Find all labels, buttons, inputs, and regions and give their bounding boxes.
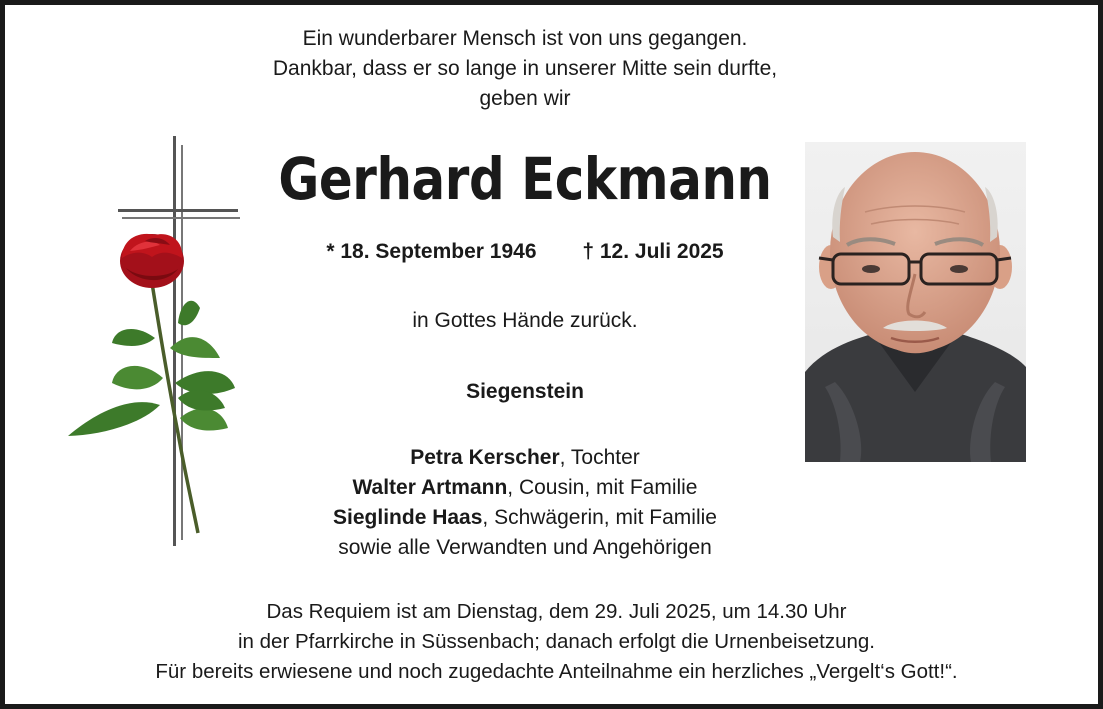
portrait-image <box>805 142 1026 462</box>
cross-with-rose-icon <box>60 133 250 553</box>
life-dates <box>225 238 825 266</box>
mourners-closing: sowie alle Verwandten und Angehörigen <box>338 536 712 559</box>
footer-line: Das Requiem ist am Dienstag, dem 29. Juli 2025, um 14.30 Uhr <box>266 600 847 623</box>
intro-line: Dankbar, dass er so lange in unserer Mitte sein durfte, <box>272 57 778 80</box>
intro-line: geben wir <box>479 87 571 110</box>
footer-line: in der Pfarrkirche in Süssenbach; danach erfolgt die Urnenbeisetzung. <box>237 630 875 653</box>
footer-line: Für bereits erwiesene und noch zugedachte Anteilnahme ein herzliches „Vergelt‘s Gott!“. <box>155 660 958 683</box>
mourner-relation: , Cousin, mit Familie <box>507 476 698 499</box>
death-date: † 12. Juli 2025 <box>582 240 724 263</box>
mourner-name: Walter Artmann <box>352 476 508 499</box>
mourner-line <box>225 443 825 473</box>
mourner-relation: , Schwägerin, mit Familie <box>482 506 717 529</box>
mourner-relation: , Tochter <box>559 446 640 469</box>
birth-date: * 18. September 1946 <box>326 240 537 263</box>
portrait-photo <box>805 142 1026 462</box>
intro-line: Ein wunderbarer Mensch ist von uns gegangen. <box>302 27 748 50</box>
mourner-name: Petra Kerscher <box>410 446 560 469</box>
return-text: in Gottes Hände zurück. <box>412 309 638 332</box>
mourner-line <box>225 473 825 503</box>
mourners-list <box>225 443 825 563</box>
mourner-line <box>225 503 825 533</box>
intro-text <box>225 24 825 114</box>
footer-text <box>65 597 1048 687</box>
mourner-name: Sieglinde Haas <box>333 506 483 529</box>
deceased-name: Gerhard Eckmann <box>278 145 772 213</box>
place-name: Siegenstein <box>466 380 584 403</box>
